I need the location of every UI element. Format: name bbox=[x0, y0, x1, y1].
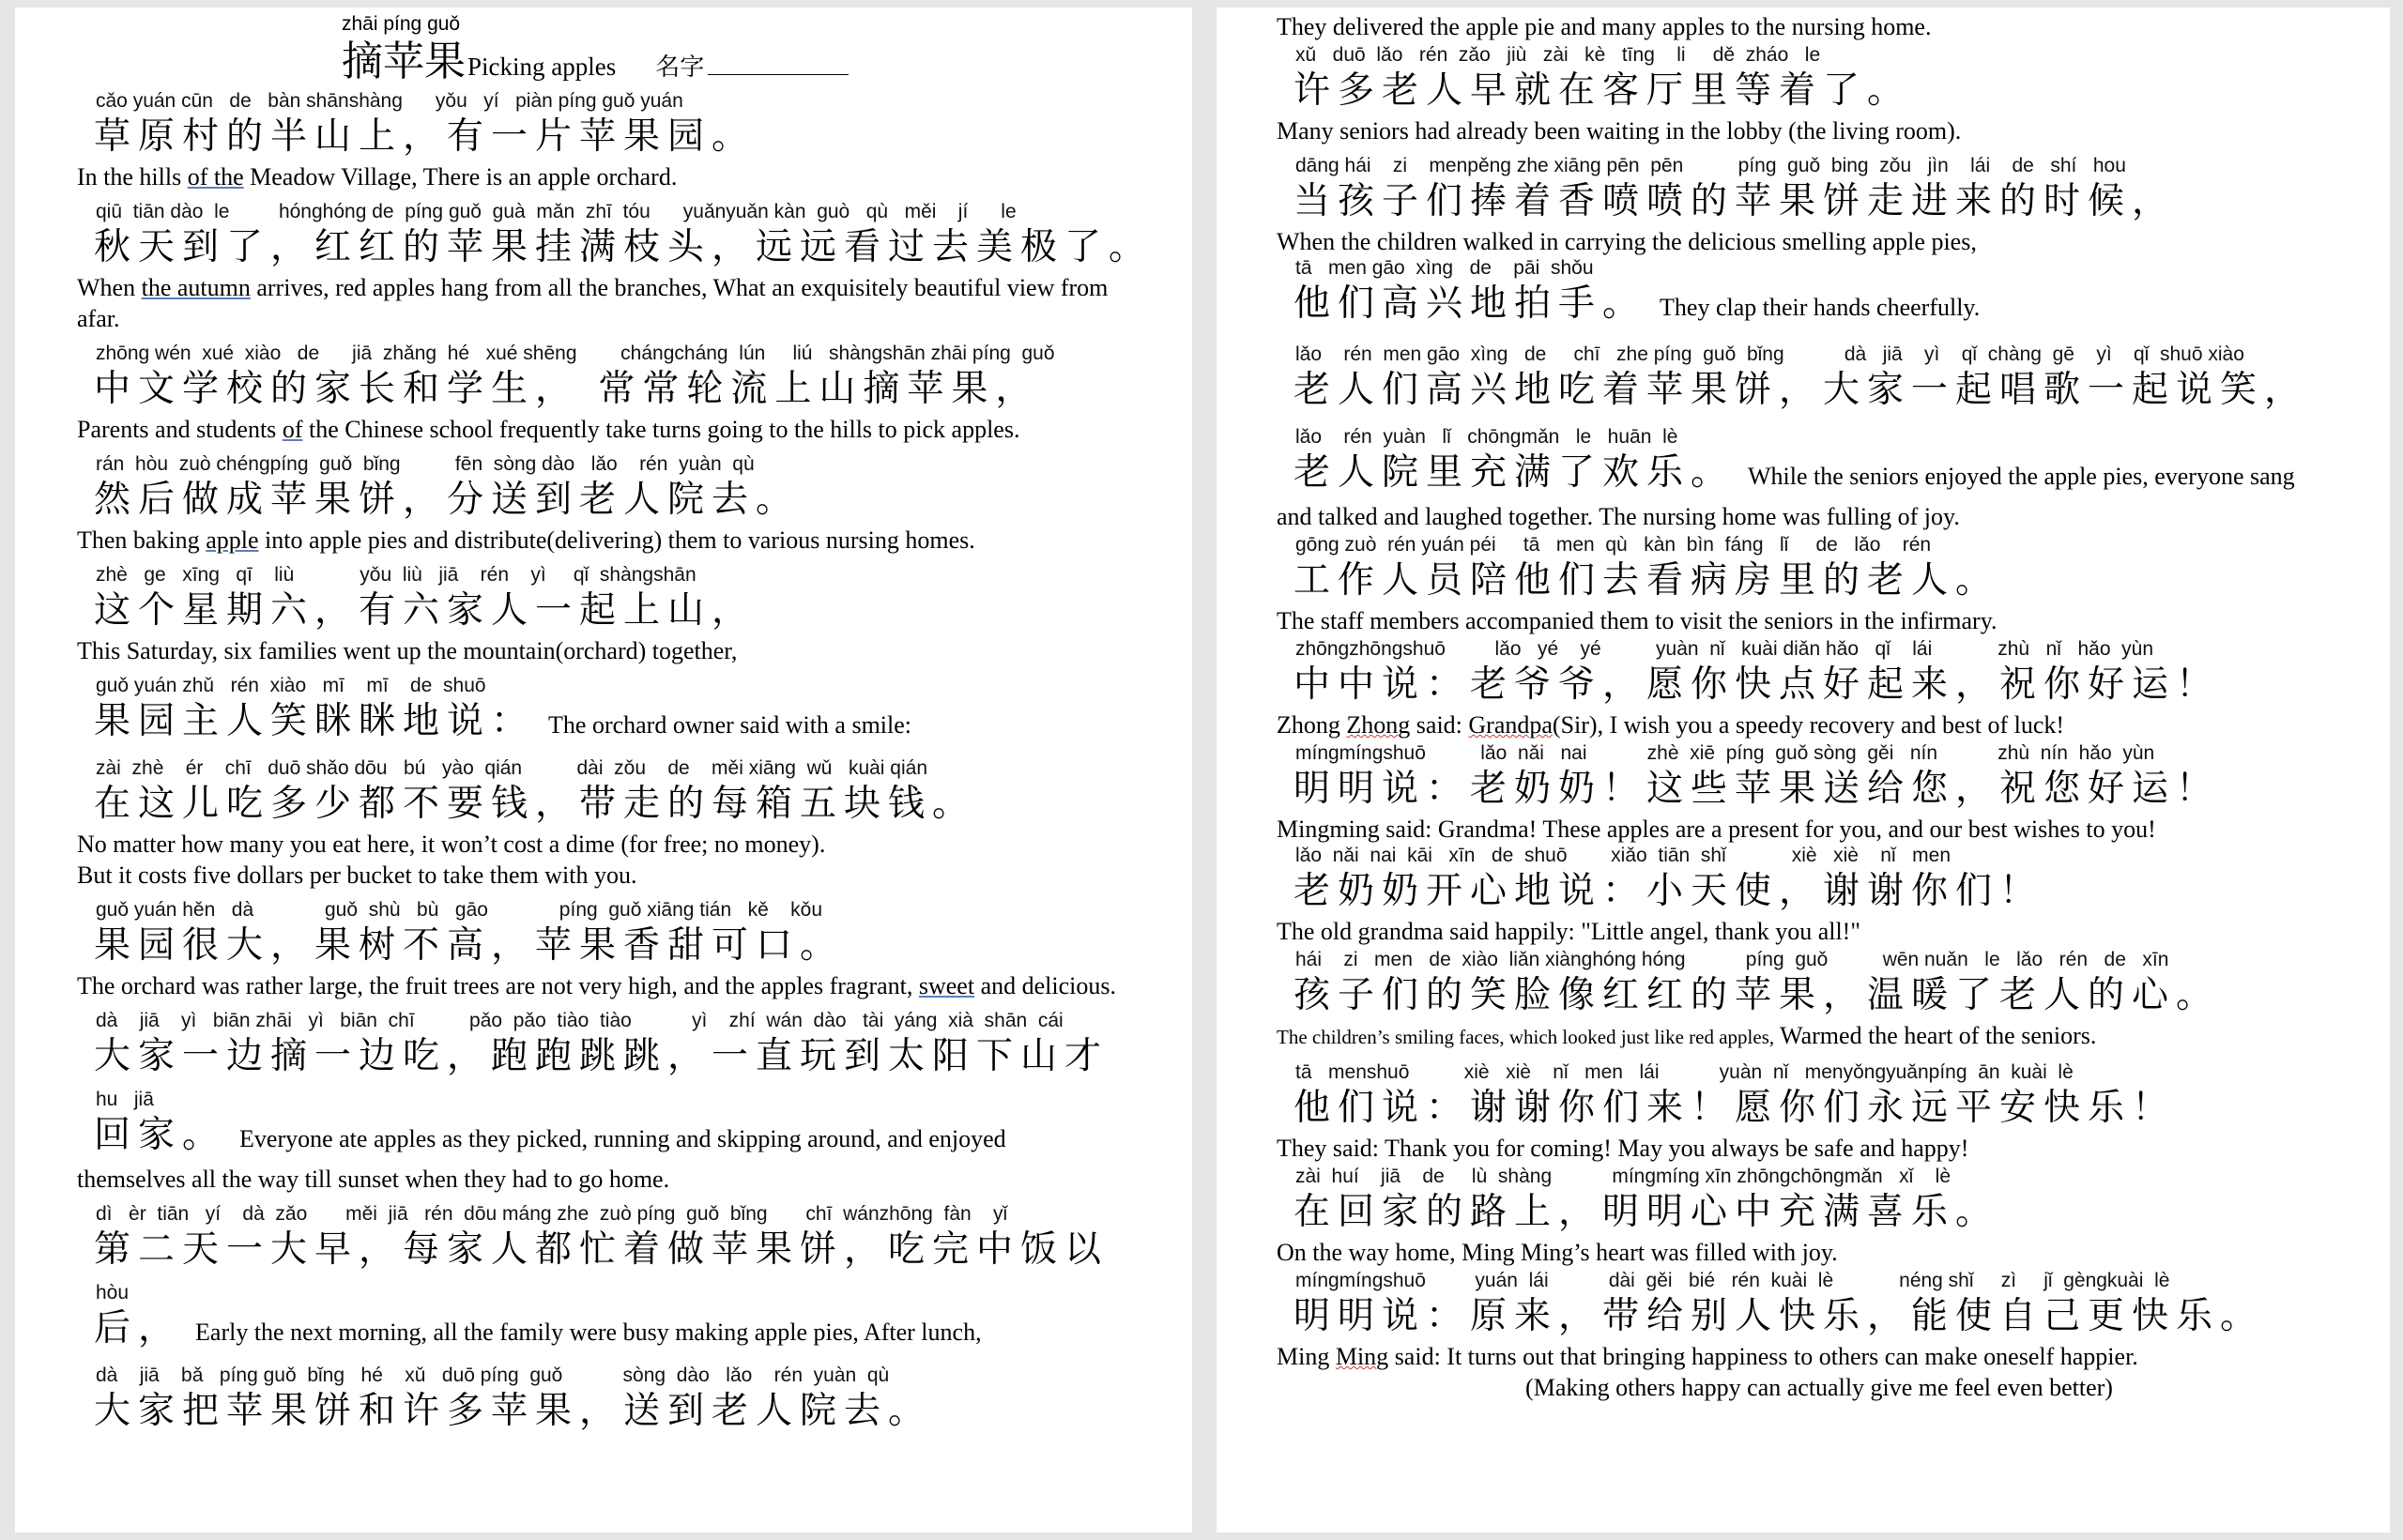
pinyin-line: qiū tiān dào le hónghóng de píng guǒ guà mǎn zhī tóu yuǎnyuǎn kàn guò qù měi jí le bbox=[96, 201, 1017, 222]
chinese-line: 然后做成苹果饼，分送到老人院去。 bbox=[94, 479, 801, 521]
chinese-line: 老奶奶开心地说：小天使，谢谢你们！ bbox=[1293, 870, 2044, 912]
english-line bbox=[1277, 709, 2362, 740]
english-line: Many seniors had already been waiting in the lobby (the living room). bbox=[1277, 117, 1962, 145]
pinyin-line: dà jiā yì biān zhāi yì biān chī pǎo pǎo tiào tiào yì zhí wán dào tài yáng xià shān cái bbox=[96, 1010, 1064, 1031]
english-line: But it costs five dollars per bucket to take them with you. bbox=[77, 861, 637, 889]
english-underlined: sweet bbox=[918, 972, 975, 999]
story-entry bbox=[1277, 1061, 2362, 1164]
story-entry bbox=[77, 899, 1155, 1001]
english-line: They said: Thank you for coming! May you always be safe and happy! bbox=[1277, 1135, 1969, 1162]
title-chinese: 摘苹果 bbox=[342, 38, 466, 85]
story-entry bbox=[1277, 44, 2362, 146]
story-entry bbox=[77, 757, 1155, 891]
chinese-line: 这个星期六，有六家人一起上山， bbox=[94, 589, 757, 632]
name-blank-line[interactable] bbox=[708, 53, 849, 75]
chinese-line: 中文学校的家长和学生， 常常轮流上山摘苹果， bbox=[94, 368, 1040, 410]
english-line bbox=[77, 970, 1155, 1001]
pinyin-line: hái zi men de xiào liǎn xiànghóng hóng píng guǒ wēn nuǎn le lǎo rén de xīn bbox=[1295, 949, 2169, 970]
chinese-line bbox=[77, 1111, 1155, 1164]
english-line: When the children walked in carrying the delicious smelling apple pies, bbox=[1277, 228, 1977, 255]
english-text: Then baking bbox=[77, 526, 207, 554]
english-text: said: bbox=[1410, 711, 1469, 739]
pinyin-line: guǒ yuán zhǔ rén xiào mī mī de shuō bbox=[96, 675, 486, 696]
english-line: On the way home, Ming Ming’s heart was filled with joy. bbox=[1277, 1239, 1838, 1266]
english-text: (Sir), I wish you a speedy recovery and best of luck! bbox=[1552, 711, 2065, 739]
english-inline: Everyone ate apples as they picked, running and skipping around, and enjoyed bbox=[239, 1125, 1006, 1152]
story-entry bbox=[77, 90, 1155, 192]
pinyin-line: zài zhè ér chī duō shǎo dōu bú yào qián dài zǒu de měi xiāng wǔ kuài qián bbox=[96, 757, 927, 779]
chinese-text: 后， bbox=[94, 1307, 183, 1349]
story-entry bbox=[77, 564, 1155, 666]
story-entry bbox=[1277, 638, 2362, 740]
story-entry bbox=[1277, 1270, 2362, 1403]
chinese-line: 大家把苹果饼和许多苹果，送到老人院去。 bbox=[94, 1390, 933, 1432]
document-page-left bbox=[15, 8, 1192, 1532]
story-entry bbox=[77, 1010, 1155, 1089]
pinyin-line: zài huí jiā de lù shàng míngmíng xīn zhōngchōngmǎn xǐ lè bbox=[1295, 1166, 1951, 1187]
pinyin-line: gōng zuò rén yuán péi tā men qù kàn bìn fáng lǐ de lǎo rén bbox=[1295, 534, 1932, 556]
english-small-text: The children’s smiling faces, which looked just like red apples, bbox=[1277, 1026, 1775, 1048]
story-entry bbox=[77, 675, 1155, 757]
pinyin-line: xǔ duō lǎo rén zǎo jiù zài kè tīng li dě zháo le bbox=[1295, 44, 1821, 66]
english-inline: They clap their hands cheerfully. bbox=[1660, 294, 1981, 321]
chinese-line: 秋天到了，红红的苹果挂满枝头，远远看过去美极了。 bbox=[94, 226, 1154, 268]
chinese-line: 当孩子们捧着香喷喷的苹果饼走进来的时候， bbox=[1293, 180, 2177, 222]
chinese-line: 明明说：老奶奶！这些苹果送给您，祝您好运！ bbox=[1293, 768, 2221, 810]
chinese-line bbox=[77, 1304, 1155, 1357]
chinese-line: 果园很大，果树不高，苹果香甜可口。 bbox=[94, 924, 845, 967]
english-line bbox=[77, 525, 1155, 556]
story-entry bbox=[77, 201, 1155, 334]
title-english: Picking apples bbox=[467, 53, 617, 81]
english-inline: The orchard owner said with a smile: bbox=[548, 711, 912, 739]
title-pinyin: zhāi píng guǒ bbox=[342, 13, 461, 35]
story-entry bbox=[77, 1089, 1155, 1195]
story-entry bbox=[1277, 257, 2362, 343]
english-underlined: of the bbox=[187, 163, 244, 191]
pinyin-line: lǎo rén yuàn lǐ chōngmǎn le huān lè bbox=[1295, 426, 1678, 448]
pinyin-line: zhōngzhōngshuō lǎo yé yé yuàn nǐ kuài diǎn hǎo qǐ lái zhù nǐ hǎo yùn bbox=[1295, 638, 2154, 660]
english-line: (Making others happy can actually give me feel even better) bbox=[1525, 1374, 2113, 1401]
english-text: Parents and students bbox=[77, 416, 283, 443]
english-text: The orchard was rather large, the fruit trees are not very high, and the apples fragrant, bbox=[77, 972, 919, 999]
pinyin-line: rán hòu zuò chéngpíng guǒ bǐng fēn sòng dào lǎo rén yuàn qù bbox=[96, 453, 755, 475]
document-page-right bbox=[1217, 8, 2390, 1532]
english-underlined: apple bbox=[206, 526, 259, 554]
story-entry bbox=[1277, 343, 2362, 426]
english-text: arrives, red apples hang from all the branches, What an exquisitely beautiful view from afar. bbox=[77, 274, 1109, 332]
pinyin-line: hu jiā bbox=[96, 1089, 154, 1110]
english-text: Zhong bbox=[1277, 711, 1347, 739]
english-line: The old grandma said happily: "Little angel, thank you all!" bbox=[1277, 918, 1860, 945]
pinyin-line: zhè ge xīng qī liù yǒu liù jiā rén yì qǐ shàngshān bbox=[96, 564, 696, 586]
chinese-line: 在这儿吃多少都不要钱，带走的每箱五块钱。 bbox=[94, 783, 977, 825]
pinyin-line: cǎo yuán cūn de bàn shānshàng yǒu yí piàn píng guǒ yuán bbox=[96, 90, 683, 112]
story-entry bbox=[1277, 845, 2362, 947]
english-text: into apple pies and distribute(delivering) them to various nursing homes. bbox=[258, 526, 975, 554]
pinyin-line: míngmíngshuō lǎo nǎi nai zhè xiē píng guǒ sòng gěi nín zhù nín hǎo yùn bbox=[1295, 742, 2155, 764]
english-text: Ming bbox=[1277, 1343, 1336, 1370]
pinyin-line: zhōng wén xué xiào de jiā zhǎng hé xué shēng chángcháng lún liú shàngshān zhāi píng guǒ bbox=[96, 343, 1055, 364]
english-spellcheck: Zhong bbox=[1346, 711, 1411, 739]
pinyin-line: tā men gāo xìng de pāi shǒu bbox=[1295, 257, 1594, 279]
english-line bbox=[77, 161, 1155, 192]
pinyin-line: míngmíngshuō yuán lái dài gěi bié rén kuài lè néng shǐ zì jǐ gèngkuài lè bbox=[1295, 1270, 2170, 1291]
chinese-line: 工作人员陪他们去看病房里的老人。 bbox=[1293, 559, 2000, 602]
english-line: This Saturday, six families went up the mountain(orchard) together, bbox=[77, 637, 738, 664]
english-text: the Chinese school frequently take turns going to the hills to pick apples. bbox=[302, 416, 1020, 443]
chinese-line: 他们说：谢谢你们来！愿你们永远平安快乐！ bbox=[1293, 1087, 2177, 1129]
english-text: In the hills bbox=[77, 163, 188, 191]
chinese-line: 许多老人早就在客厅里等着了。 bbox=[1293, 69, 1912, 112]
chinese-line: 老人们高兴地吃着苹果饼，大家一起唱歌一起说笑， bbox=[1293, 369, 2309, 411]
chinese-line: 草原村的半山上，有一片苹果园。 bbox=[94, 115, 757, 158]
story-entry bbox=[1277, 155, 2362, 257]
story-entry bbox=[77, 343, 1155, 445]
story-entry bbox=[1277, 949, 2362, 1053]
chinese-line bbox=[77, 697, 1155, 750]
pinyin-line: lǎo rén men gāo xìng de chī zhe píng guǒ bǐng dà jiā yì qǐ chàng gē yì qǐ shuō xiào bbox=[1295, 343, 2244, 365]
english-text: said: It turns out that bringing happiness to others can make oneself happier. bbox=[1388, 1343, 2138, 1370]
chinese-text: 回家。 bbox=[94, 1114, 227, 1156]
chinese-line: 明明说：原来，带给别人快乐，能使自己更快乐。 bbox=[1293, 1295, 2265, 1337]
story-entry bbox=[1277, 426, 2362, 532]
title-block bbox=[39, 13, 1155, 90]
pinyin-line: hòu bbox=[96, 1282, 130, 1304]
english-line bbox=[1277, 1020, 2362, 1053]
english-text: Warmed the heart of the seniors. bbox=[1774, 1022, 2097, 1049]
english-underlined: of bbox=[282, 416, 303, 443]
english-line bbox=[1277, 1341, 2362, 1372]
english-text: and delicious. bbox=[974, 972, 1116, 999]
english-text: Meadow Village, There is an apple orchard. bbox=[243, 163, 678, 191]
chinese-line: 第二天一大早，每家人都忙着做苹果饼，吃完中饭以 bbox=[94, 1228, 1110, 1271]
english-inline: While the seniors enjoyed the apple pies, everyone sang bbox=[1748, 463, 2295, 490]
pinyin-line: dāng hái zi menpěng zhe xiāng pēn pēn píng guǒ bing zǒu jìn lái de shí hou bbox=[1295, 155, 2126, 176]
english-spellcheck: Grandpa bbox=[1468, 711, 1553, 739]
english-line: Mingming said: Grandma! These apples are a present for you, and our best wishes to you! bbox=[1277, 816, 2156, 843]
story-entry bbox=[1277, 534, 2362, 636]
english-line bbox=[77, 414, 1155, 445]
chinese-line bbox=[1277, 449, 2362, 501]
english-line: and talked and laughed together. The nursing home was fulling of joy. bbox=[1277, 503, 1960, 530]
chinese-line: 孩子们的笑脸像红红的苹果，温暖了老人的心。 bbox=[1293, 974, 2221, 1016]
chinese-text: 他们高兴地拍手。 bbox=[1293, 282, 1647, 325]
story-entry bbox=[1277, 1166, 2362, 1268]
pinyin-line: tā menshuō xiè xiè nǐ men lái yuàn nǐ menyǒngyuǎnpíng ān kuài lè bbox=[1295, 1061, 2074, 1083]
story-entry bbox=[77, 1282, 1155, 1365]
story-entry bbox=[77, 1203, 1155, 1282]
story-entry bbox=[77, 1365, 1155, 1436]
chinese-text: 老人院里充满了欢乐。 bbox=[1293, 451, 1736, 494]
chinese-text: 果园主人笑眯眯地说： bbox=[94, 700, 536, 742]
english-line bbox=[77, 272, 1155, 334]
english-line: themselves all the way till sunset when they had to go home. bbox=[77, 1166, 670, 1193]
title-line bbox=[39, 36, 1155, 90]
english-spellcheck: Ming bbox=[1335, 1343, 1389, 1370]
english-line: No matter how many you eat here, it won’t cost a dime (for free; no money). bbox=[77, 831, 826, 858]
pinyin-line: guǒ yuán hěn dà guǒ shù bù gāo píng guǒ xiāng tián kě kǒu bbox=[96, 899, 822, 921]
english-text: When bbox=[77, 274, 142, 301]
pinyin-line: lǎo nǎi nai kāi xīn de shuō xiǎo tiān shǐ xiè xiè nǐ men bbox=[1295, 845, 1951, 866]
chinese-line: 中中说：老爷爷，愿你快点好起来，祝你好运！ bbox=[1293, 663, 2221, 706]
story-entry bbox=[77, 453, 1155, 556]
english-inline: Early the next morning, all the family were busy making apple pies, After lunch, bbox=[195, 1319, 982, 1346]
name-label: 名字 bbox=[655, 53, 705, 82]
chinese-line: 在回家的路上，明明心中充满喜乐。 bbox=[1293, 1191, 2000, 1233]
english-line: They delivered the apple pie and many apples to the nursing home. bbox=[1277, 13, 1932, 40]
chinese-line: 大家一边摘一边吃，跑跑跳跳，一直玩到太阳下山才 bbox=[94, 1035, 1110, 1077]
english-underlined: the autumn bbox=[141, 274, 251, 301]
pinyin-line: dì èr tiān yí dà zǎo měi jiā rén dōu máng zhe zuò píng guǒ bǐng chī wánzhōng fàn yǐ bbox=[96, 1203, 1008, 1225]
pinyin-line: dà jiā bǎ píng guǒ bǐng hé xǔ duō píng guǒ sòng dào lǎo rén yuàn qù bbox=[96, 1365, 890, 1386]
story-entry bbox=[1277, 742, 2362, 845]
english-line: The staff members accompanied them to visit the seniors in the infirmary. bbox=[1277, 607, 1997, 634]
chinese-line bbox=[1277, 280, 2362, 332]
